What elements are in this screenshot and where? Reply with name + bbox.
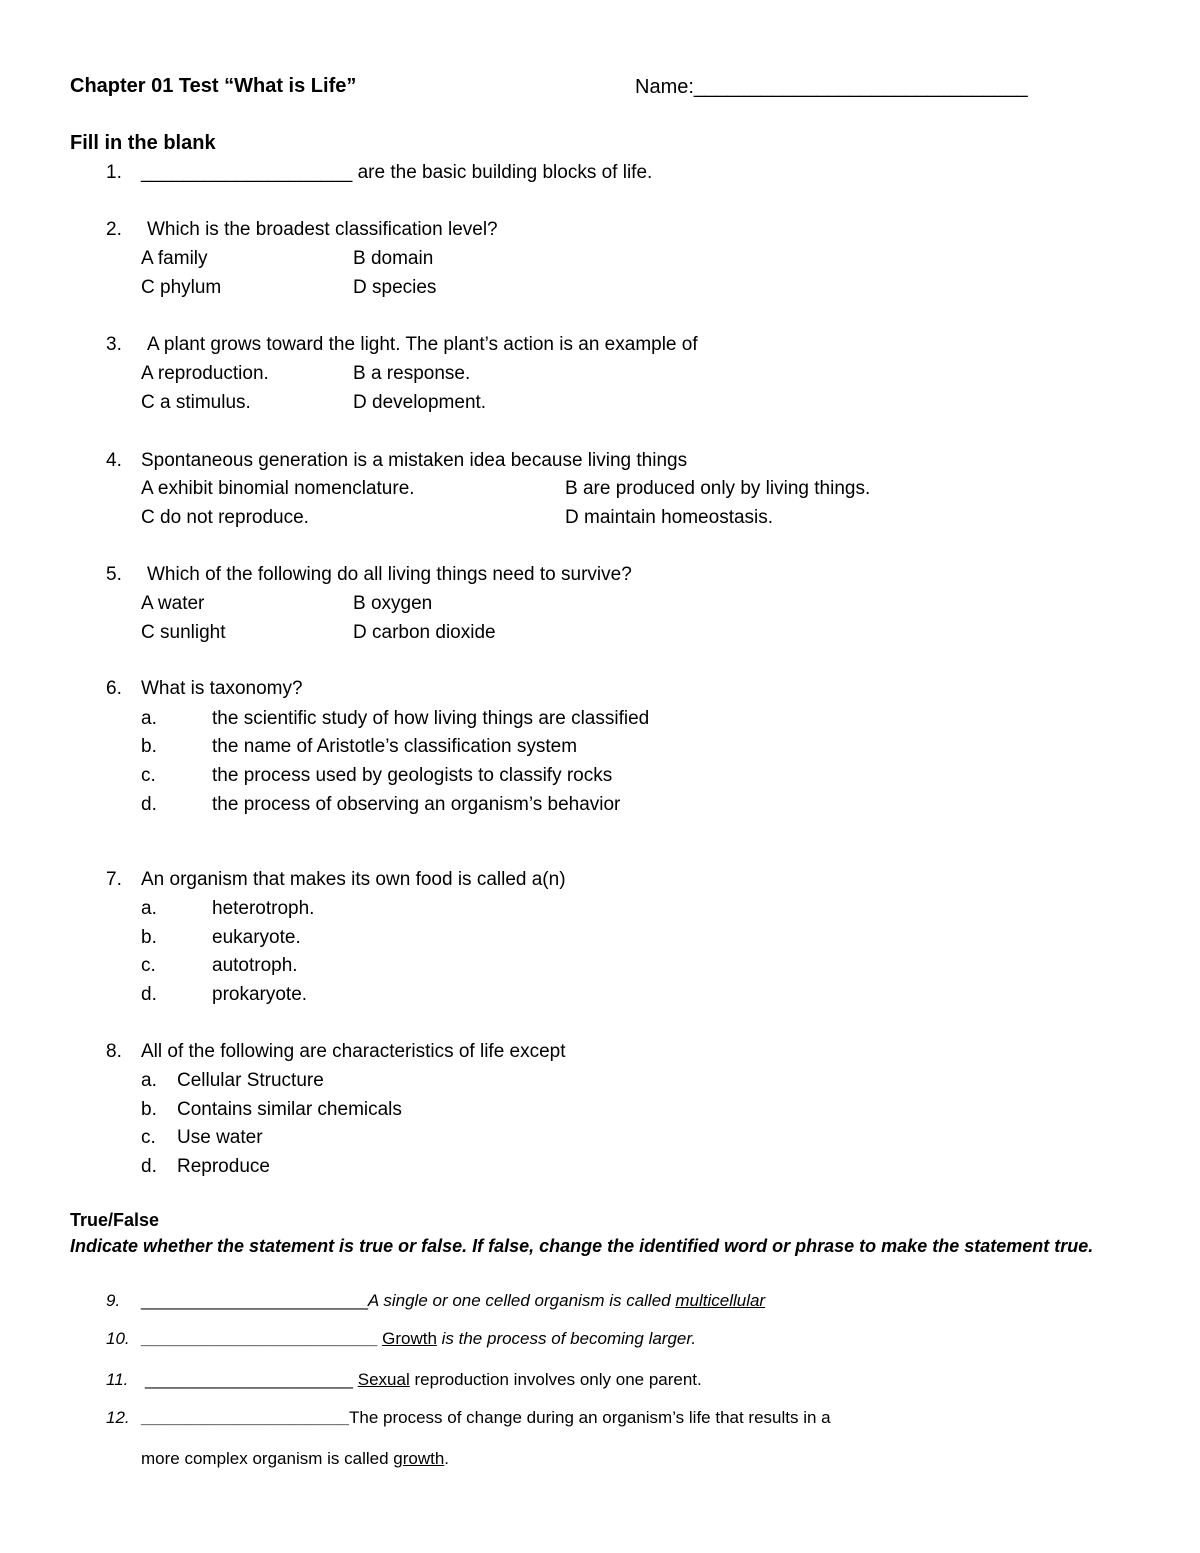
question-2-option-a: A family bbox=[141, 248, 208, 269]
question-12-line-2 bbox=[141, 1450, 449, 1467]
question-4-option-c: C do not reproduce. bbox=[141, 507, 309, 528]
question-5-option-b: B oxygen bbox=[353, 593, 433, 614]
question-7-option-letter: d. bbox=[141, 984, 157, 1005]
question-4-number: 4. bbox=[106, 450, 122, 471]
question-5-text: Which of the following do all living things need to survive? bbox=[147, 564, 632, 585]
question-3-option-a: A reproduction. bbox=[141, 363, 269, 384]
question-6-option-letter: c. bbox=[141, 765, 156, 786]
test-title: Chapter 01 Test “What is Life” bbox=[70, 75, 357, 97]
statement-text: A single or one celled organism is called bbox=[367, 1291, 676, 1310]
question-8-option-text: Reproduce bbox=[177, 1156, 270, 1177]
section-instructions: Indicate whether the statement is true or false. If false, change the identified word or phrase to make the statement true. bbox=[70, 1236, 1094, 1256]
question-8-option-text: Cellular Structure bbox=[177, 1070, 324, 1091]
question-6-number: 6. bbox=[106, 678, 122, 699]
question-2-text: Which is the broadest classification level? bbox=[147, 219, 498, 240]
question-8-option-letter: c. bbox=[141, 1127, 156, 1148]
question-12-line bbox=[141, 1409, 831, 1426]
question-6-option-letter: b. bbox=[141, 736, 157, 757]
statement-text-end: . bbox=[444, 1449, 450, 1468]
question-3-text: A plant grows toward the light. The plant’s action is an example of bbox=[147, 334, 698, 355]
question-4-text: Spontaneous generation is a mistaken idea because living things bbox=[141, 450, 688, 471]
identified-word: Sexual bbox=[357, 1370, 410, 1389]
question-8-option-text: Use water bbox=[177, 1127, 263, 1148]
question-4-option-a: A exhibit binomial nomenclature. bbox=[141, 478, 415, 499]
answer-blank[interactable]: ______________________ bbox=[141, 1408, 350, 1427]
question-7-option-letter: b. bbox=[141, 927, 157, 948]
section-heading-fill-in: Fill in the blank bbox=[70, 132, 216, 154]
question-1-number: 1. bbox=[106, 162, 122, 183]
question-12-number: 12. bbox=[106, 1408, 130, 1427]
question-2-option-d: D species bbox=[353, 277, 437, 298]
question-2-option-c: C phylum bbox=[141, 277, 222, 298]
statement-text: is the process of becoming larger. bbox=[436, 1329, 697, 1348]
question-8-text: All of the following are characteristics of life except bbox=[141, 1041, 566, 1062]
question-5-number: 5. bbox=[106, 564, 122, 585]
question-7-option-letter: a. bbox=[141, 898, 157, 919]
question-6-text: What is taxonomy? bbox=[141, 678, 303, 699]
question-6-option-letter: d. bbox=[141, 794, 157, 815]
question-11-line bbox=[145, 1371, 702, 1388]
identified-word: multicellular bbox=[675, 1291, 766, 1310]
question-5-option-a: A water bbox=[141, 593, 205, 614]
identified-word: Growth bbox=[382, 1329, 437, 1348]
question-3-option-c: C a stimulus. bbox=[141, 392, 251, 413]
statement-text: The process of change during an organism’s life that results in a bbox=[349, 1408, 831, 1427]
question-7-number: 7. bbox=[106, 869, 122, 890]
question-3-option-b: B a response. bbox=[353, 363, 471, 384]
answer-blank[interactable]: ________________________ bbox=[141, 1291, 368, 1310]
question-9-number: 9. bbox=[106, 1291, 121, 1310]
question-7-text: An organism that makes its own food is called a(n) bbox=[141, 869, 566, 890]
question-10-line bbox=[141, 1330, 696, 1347]
question-11-number: 11. bbox=[106, 1370, 129, 1389]
question-2-number: 2. bbox=[106, 219, 122, 240]
question-4-option-b: B are produced only by living things. bbox=[565, 478, 871, 499]
question-6-option-text: the process used by geologists to classify rocks bbox=[212, 765, 613, 786]
question-7-option-text: heterotroph. bbox=[212, 898, 315, 919]
question-6-option-text: the scientific study of how living things are classified bbox=[212, 708, 650, 729]
answer-blank[interactable]: _________________________ bbox=[141, 1329, 378, 1348]
question-9-line bbox=[141, 1292, 765, 1309]
identified-word: growth bbox=[393, 1449, 445, 1468]
question-6-option-text: the name of Aristotle’s classification system bbox=[212, 736, 578, 757]
question-2-option-b: B domain bbox=[353, 248, 434, 269]
question-10-number: 10. bbox=[106, 1329, 130, 1348]
question-3-number: 3. bbox=[106, 334, 122, 355]
question-3-option-d: D development. bbox=[353, 392, 487, 413]
section-heading-true-false: True/False bbox=[70, 1210, 160, 1230]
question-6-option-letter: a. bbox=[141, 708, 157, 729]
question-5-option-c: C sunlight bbox=[141, 622, 226, 643]
statement-text: more complex organism is called bbox=[141, 1449, 394, 1468]
name-field[interactable]: Name:______________________________ bbox=[635, 76, 1028, 98]
question-7-option-text: prokaryote. bbox=[212, 984, 308, 1005]
question-8-option-letter: d. bbox=[141, 1156, 157, 1177]
statement-text: reproduction involves only one parent. bbox=[409, 1370, 702, 1389]
question-7-option-letter: c. bbox=[141, 955, 156, 976]
question-5-option-d: D carbon dioxide bbox=[353, 622, 496, 643]
question-7-option-text: eukaryote. bbox=[212, 927, 301, 948]
answer-blank[interactable]: ______________________ bbox=[145, 1370, 354, 1389]
question-6-option-text: the process of observing an organism’s behavior bbox=[212, 794, 621, 815]
question-8-option-text: Contains similar chemicals bbox=[177, 1099, 402, 1120]
question-8-option-letter: b. bbox=[141, 1099, 157, 1120]
question-8-option-letter: a. bbox=[141, 1070, 157, 1091]
question-4-option-d: D maintain homeostasis. bbox=[565, 507, 774, 528]
question-8-number: 8. bbox=[106, 1041, 122, 1062]
question-1-text: ____________________ are the basic building blocks of life. bbox=[141, 162, 653, 183]
question-7-option-text: autotroph. bbox=[212, 955, 298, 976]
